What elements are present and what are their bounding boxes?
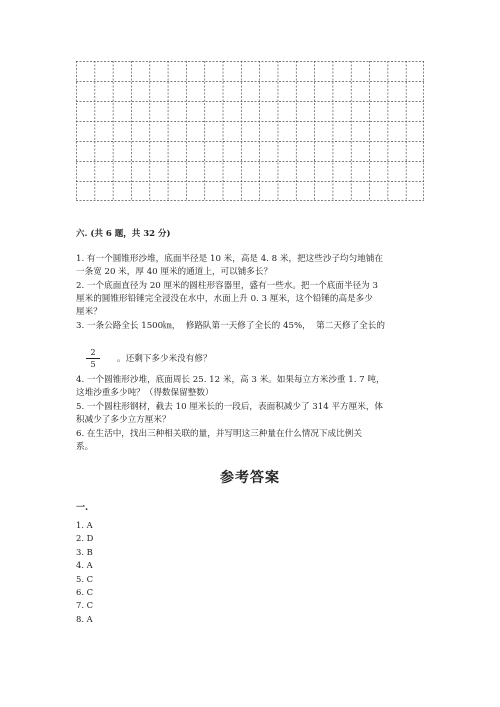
question-1: 1. 有一个圆锥形沙堆，底面半径是 10 米，高是 4. 8 米，把这些沙子均匀地铺在 一条宽 20 米，厚 40 厘米的通道上，可以铺多长？ <box>76 254 384 278</box>
answer-item: 5. C <box>76 573 94 584</box>
answer-item: 4. A <box>76 560 93 571</box>
answer-item: 7. C <box>76 600 94 611</box>
section-six-title: 六. (共 6 题，共 32 分) <box>76 229 171 239</box>
writing-grid <box>76 61 424 201</box>
question-4: 4. 一个圆锥形沙堆，底面周长 25. 12 米，高 3 米。如果每立方米沙重 1. 7 吨， 这堆沙重多少吨？（得数保留整数） <box>76 375 385 399</box>
fraction-two-fifths <box>86 348 100 369</box>
question-2: 2. 一个底面直径为 20 厘米的圆柱形容器里，盛有一些水。把一个底面半径为 3 厘米的圆锥形铅锤完全浸没在水中，水面上升 0. 3 厘米，这个铅锤的高是多少 厘米？ <box>76 281 378 318</box>
question-3: 3. 一条公路全长 1500㎞， 修路队第一天修了全长的 45%， 第二天修了全长的 <box>76 321 385 331</box>
question-3-tail: 。还剩下多少米没有修？ <box>117 354 212 364</box>
answer-item: 6. C <box>76 587 94 598</box>
answer-item: 8. A <box>76 613 93 624</box>
grid-lines <box>76 61 424 201</box>
answer-item: 3. B <box>76 546 93 557</box>
fraction-denominator: 5 <box>90 360 96 369</box>
answer-key-title: 参考答案 <box>220 470 280 486</box>
answer-list <box>76 519 93 626</box>
question-5: 5. 一个圆柱形钢材，截去 10 厘米长的一段后，表面积减少了 314 平方厘米，体 积减少了多少立方厘米？ <box>76 402 384 426</box>
answer-item: 1. A <box>76 520 93 530</box>
answer-item: 2. D <box>76 533 94 544</box>
answer-part-one-label: 一. <box>76 503 89 513</box>
fraction-numerator: 2 <box>86 348 100 359</box>
question-6: 6. 在生活中，找出三种相关联的量，并写明这三种量在什么情况下成比例关 系。 <box>76 429 362 453</box>
